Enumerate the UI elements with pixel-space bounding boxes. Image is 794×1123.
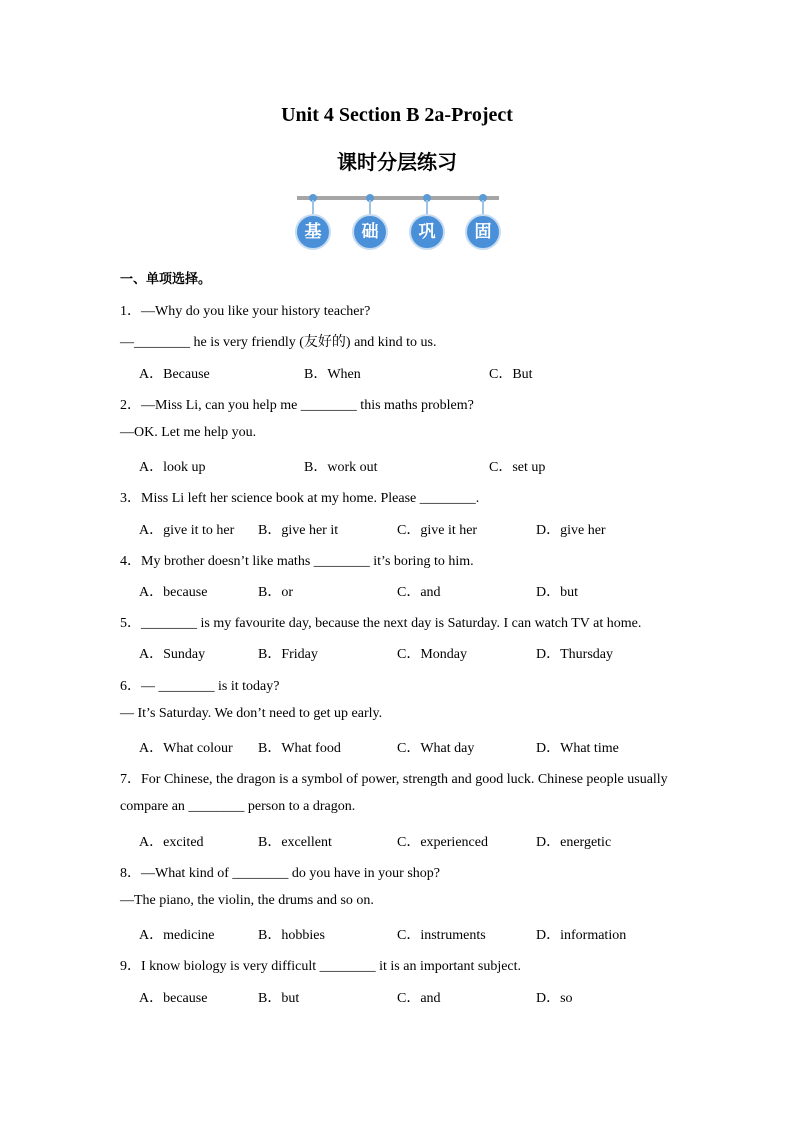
option: B．When [304,367,361,382]
option: C．instruments [397,928,486,943]
option: C．set up [489,460,546,475]
option: D．give her [536,523,606,538]
option: C．give it her [397,523,478,538]
option: D．energetic [536,835,612,850]
option: D．information [536,928,627,943]
page-title: Unit 4 Section B 2a-Project [281,104,513,126]
question-line: 6．— ________ is it today? [120,679,280,694]
option: A．excited [139,835,204,850]
section-banner [297,194,501,254]
option: B．or [258,585,293,600]
banner-char: 巩 [409,214,445,250]
question-line: 9．I know biology is very difficult ________ it is an important subject. [120,959,522,974]
option: C．But [489,367,533,382]
question-line: —The piano, the violin, the drums and so on. [120,893,374,908]
question-line: 4．My brother doesn’t like maths ________ it’s boring to him. [120,554,474,569]
option: B．hobbies [258,928,325,943]
question-line: 3．Miss Li left her science book at my home. Please ________. [120,491,480,506]
question-line: — It’s Saturday. We don’t need to get up early. [120,706,383,721]
option: D．Thursday [536,647,613,662]
option: D．but [536,585,578,600]
page-subtitle: 课时分层练习 [337,150,457,174]
question-line: 1．—Why do you like your history teacher? [120,304,371,319]
banner-char: 固 [465,214,501,250]
question-line: compare an ________ person to a dragon. [120,799,356,814]
option: A．give it to her [139,523,235,538]
section-heading: 一、单项选择。 [120,272,212,287]
option: A．because [139,585,208,600]
banner-stem [426,200,428,214]
question-line: —________ he is very friendly (友好的) and kind to us. [120,335,437,350]
banner-stem [369,200,371,214]
question-line: 2．—Miss Li, can you help me ________ this maths problem? [120,398,474,413]
option: B．excellent [258,835,332,850]
option: A．What colour [139,741,233,756]
option: C．What day [397,741,475,756]
banner-char: 基 [295,214,331,250]
banner-stem [482,200,484,214]
question-line: 7．For Chinese, the dragon is a symbol of power, strength and good luck. Chinese people usually [120,772,668,787]
option: B．What food [258,741,341,756]
option: C．and [397,991,441,1006]
option: C．experienced [397,835,488,850]
option: A．Because [139,367,210,382]
option: D．What time [536,741,619,756]
option: A．look up [139,460,206,475]
banner-bar [297,196,499,200]
option: B．work out [304,460,378,475]
option: B．but [258,991,300,1006]
banner-stem [312,200,314,214]
option: B．give her it [258,523,339,538]
question-line: 5．________ is my favourite day, because the next day is Saturday. I can watch TV at home. [120,616,642,631]
option: B．Friday [258,647,318,662]
option: A．because [139,991,208,1006]
banner-char: 础 [352,214,388,250]
option: A．medicine [139,928,215,943]
option: C．Monday [397,647,467,662]
option: A．Sunday [139,647,206,662]
question-line: 8．—What kind of ________ do you have in your shop? [120,866,441,881]
option: C．and [397,585,441,600]
question-line: —OK. Let me help you. [120,425,257,440]
option: D．so [536,991,573,1006]
